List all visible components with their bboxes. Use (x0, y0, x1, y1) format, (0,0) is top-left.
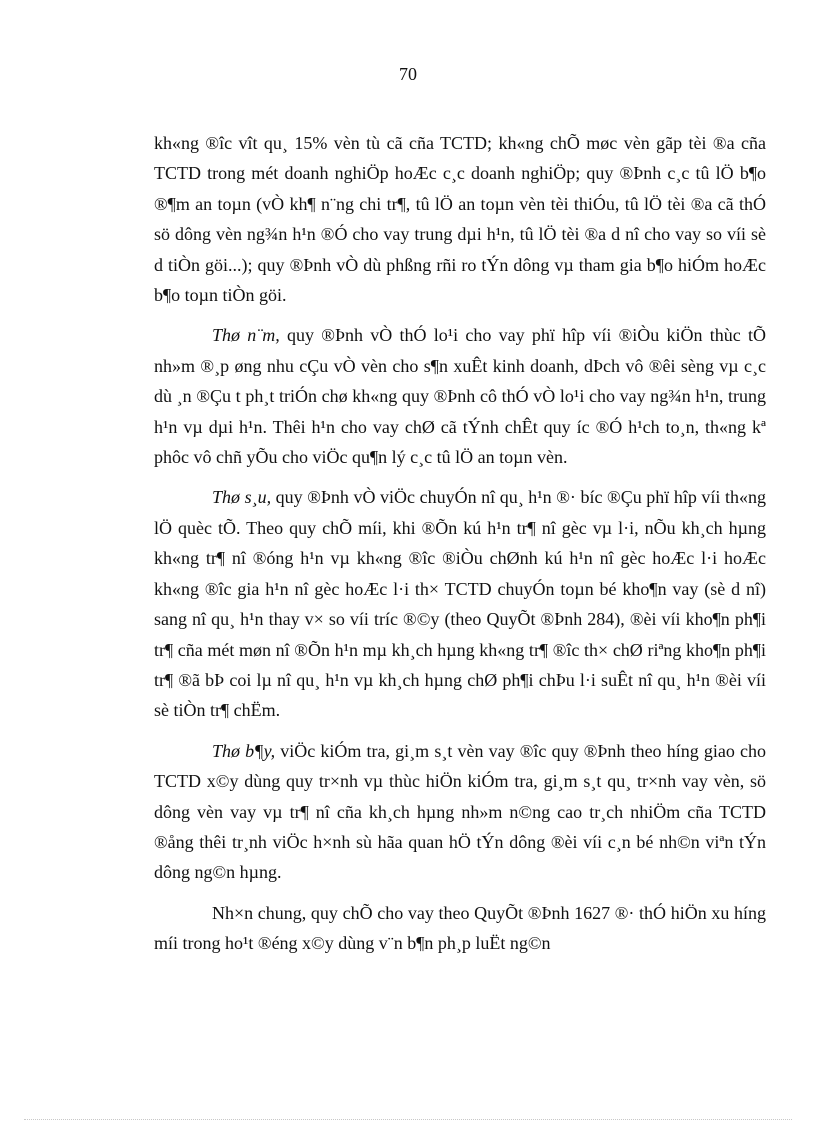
page-number: 70 (399, 64, 417, 84)
paragraph-text: viÖc kiÓm tra, gi¸m s¸t vèn vay ®îc quy ®Þnh theo híng giao cho TCTD x©y dùng quy tr×nh vµ thùc hiÖn kiÓm tra, gi¸m s¸t qu¸ tr×nh vay vèn, sö dông vèn vay vµ tr¶ nî cña kh¸ch hµng nh»m n©ng cao tr¸ch nhiÖm cña TCTD ®ång thêi tr¸nh viÖc h×nh sù hãa quan hÖ tÝn dông ®èi víi c¸n bé nh©n viªn tÝn dông ng©n hµng. (154, 740, 766, 883)
paragraph-lead: Thø s¸u, (212, 487, 272, 508)
paragraph-summary (154, 898, 766, 959)
paragraph-lead: Thø n¨m, (212, 325, 280, 346)
paragraph-continued (154, 128, 766, 310)
paragraph-fifth (154, 320, 766, 472)
paragraph-text: quy ®Þnh vÒ viÖc chuyÓn nî qu¸ h¹n ®· bíc ®Çu phï hîp víi th«ng lÖ quèc tÕ. Theo quy chÕ míi, khi ®Õn kú h¹n tr¶ nî gèc vµ l·i, nÕu kh¸ch hµng kh«ng tr¶ nî ®óng h¹n vµ kh«ng ®îc ®iÒu chØnh kú h¹n nî gèc hoÆc l·i hoÆc kh«ng ®îc gia h¹n nî gèc hoÆc l·i th× TCTD chuyÓn toµn bé kho¶n vay (sè d nî) sang nî qu¸ h¹n thay v× so víi tríc ®©y (theo QuyÕt ®Þnh 284), ®èi víi kho¶n ph¶i tr¶ cña mét møn nî ®Õn h¹n mµ kh¸ch hµng kh«ng tr¶ ®îc th× chØ riªng kho¶n ph¶i tr¶ ®ã bÞ coi lµ nî qu¸ h¹n vµ kh¸ch hµng chØ ph¶i chÞu l·i suÊt nî qu¸ h¹n ®èi víi sè tiÒn tr¶ chËm. (154, 487, 766, 721)
paragraph-sixth (154, 482, 766, 725)
paragraph-text: quy ®Þnh vÒ thÓ lo¹i cho vay phï hîp víi ®iÒu kiÖn thùc tÕ nh»m ®¸p øng nhu cÇu vÒ vèn cho s¶n xuÊt kinh doanh, dÞch vô ®êi sèng vµ c¸c dù ¸n ®Çu t ph¸t triÓn chø kh«ng quy ®Þnh cô thÓ vÒ lo¹i cho vay ng¾n h¹n, trung h¹n vµ dµi h¹n. Thêi h¹n cho vay chØ cã tÝnh chÊt quy íc ®Ó h¹ch to¸n, th«ng kª phôc vô chñ yÕu cho viÖc qu¶n lý c¸c tû lÖ an toµn vèn. (154, 325, 766, 468)
paragraph-text: Nh×n chung, quy chÕ cho vay theo QuyÕt ®Þnh 1627 ®· thÓ hiÖn xu híng míi trong ho¹t ®éng x©y dùng v¨n b¶n ph¸p luËt ng©n (154, 902, 766, 954)
paragraph-lead: Thø b¶y, (212, 740, 276, 761)
paragraph-text: kh«ng ®îc vît qu¸ 15% vèn tù cã cña TCTD; kh«ng chÕ møc vèn gãp tèi ®a cña TCTD trong mét doanh nghiÖp hoÆc c¸c doanh nghiÖp; quy ®Þnh c¸c tû lÖ b¶o ®¶m an toµn (vÒ kh¶ n¨ng chi tr¶, tû lÖ an toµn vèn tèi thiÓu, tû lÖ tèi ®a cã thÓ sö dông vèn ng¾n h¹n ®Ó cho vay trung dµi h¹n, tû lÖ tèi ®a d nî cho vay so víi sè d tiÒn göi...); quy ®Þnh vÒ dù phßng rñi ro tÝn dông vµ tham gia b¶o hiÓm hoÆc b¶o toµn tiÒn göi. (154, 133, 766, 306)
paragraph-seventh (154, 736, 766, 888)
body-text (154, 128, 766, 959)
page-bottom-divider (24, 1119, 792, 1120)
